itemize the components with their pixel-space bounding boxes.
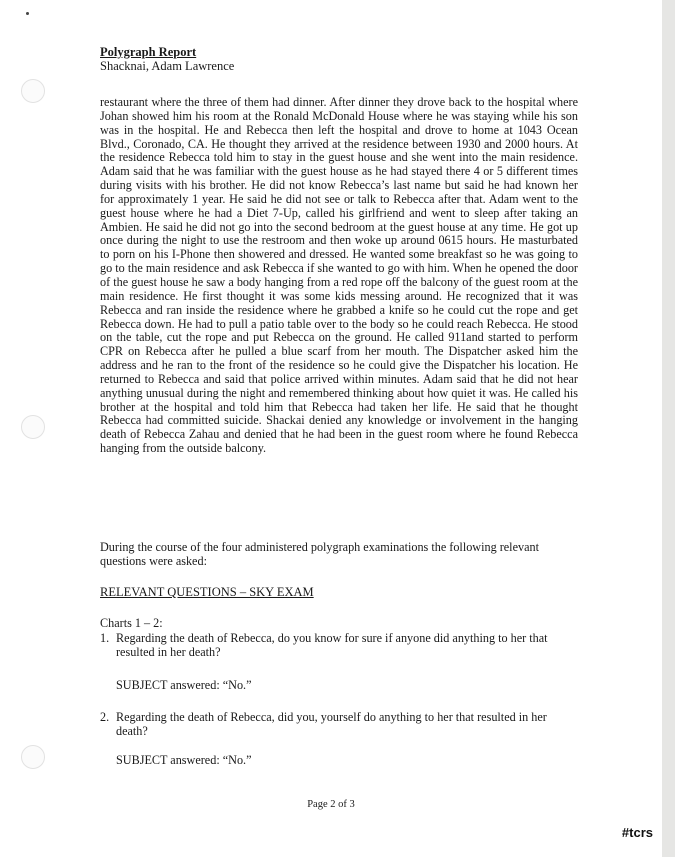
report-header (100, 45, 234, 73)
punch-hole-middle (21, 415, 45, 439)
charts-label: Charts 1 – 2: (100, 616, 163, 630)
subject-answer: SUBJECT answered: “No.” (116, 753, 252, 767)
question-number: 1. (100, 631, 110, 645)
question-number: 2. (100, 710, 110, 724)
question-text: Regarding the death of Rebecca, do you know for sure if anyone did anything to her that resulted in her death? (116, 631, 548, 659)
narrative-paragraph: restaurant where the three of them had dinner. After dinner they drove back to the hospital where Johan showed him his room at the Ronald McDonald House where he was staying while his son was in the hospital. He and Rebecca then left the hospital and drove to home at 1043 Ocean Blvd., Coronado, CA. He thought they arrived at the residence between 1930 and 2000 hours. At the residence Rebecca told him to stay in the guest house and she went into the main residence. Adam said that he was familiar with the guest house as he had stayed there 4 or 5 different times during visits with his brother. He did not know Rebecca’s last name but said he had known her for approximately 1 year. He said he did not see or talk to Rebecca after that. Adam went to the guest house where he had a Diet 7-Up, called his girlfriend and went to sleep after taking an Ambien. He said he did not go into the second bedroom at the guest house at any time. He got up once during the night to use the restroom and then woke up around 0615 hours. He masturbated to porn on his I-Phone then showered and dressed. He wanted some breakfast so he was going to go to the main residence and ask Rebecca if she wanted to go with him. When he opened the door of the guest house he saw a body hanging from a red rope off the balcony of the guest room at the main residence. He first thought it was some kids messing around. He recognized that it was Rebecca and ran inside the residence where he grabbed a knife so he could cut the rope and get Rebecca down. He had to pull a patio table over to the body so he could reach Rebecca. He stood on the table, cut the rope and put Rebecca on the ground. He called 911and started to perform CPR on Rebecca after he pulled a blue scarf from her mouth. The Dispatcher asked him the address and he ran to the front of the residence so he could give the Dispatcher his location. He returned to Rebecca and said that police arrived within minutes. Adam said that he did not hear anything unusual during the night and remembered thinking about how quiet it was. He called his brother at the hospital and told him that Rebecca had taken her life. He said that he thought Rebecca had committed suicide. Shackai denied any knowledge or involvement in the hanging death of Rebecca Zahau and denied that he had been in the guest room where he found Rebecca hanging from the outside balcony. (100, 95, 578, 456)
question-text: Regarding the death of Rebecca, did you, yourself do anything to her that resulted in her death? (116, 710, 547, 738)
punch-hole-top (21, 79, 45, 103)
question-item (100, 631, 578, 659)
page-number: Page 2 of 3 (307, 799, 355, 810)
section-heading: RELEVANT QUESTIONS – SKY EXAM (100, 585, 314, 599)
viewer-edge (662, 0, 675, 857)
punch-hole-bottom (21, 745, 45, 769)
watermark-tag: #tcrs (621, 825, 653, 840)
subject-answer: SUBJECT answered: “No.” (116, 678, 252, 692)
scan-speck (26, 12, 29, 15)
intro-paragraph: During the course of the four administered polygraph examinations the following relevant questions were asked: (100, 540, 539, 568)
report-title: Polygraph Report (100, 45, 197, 59)
question-item (100, 710, 578, 738)
subject-name: Shacknai, Adam Lawrence (100, 59, 235, 73)
